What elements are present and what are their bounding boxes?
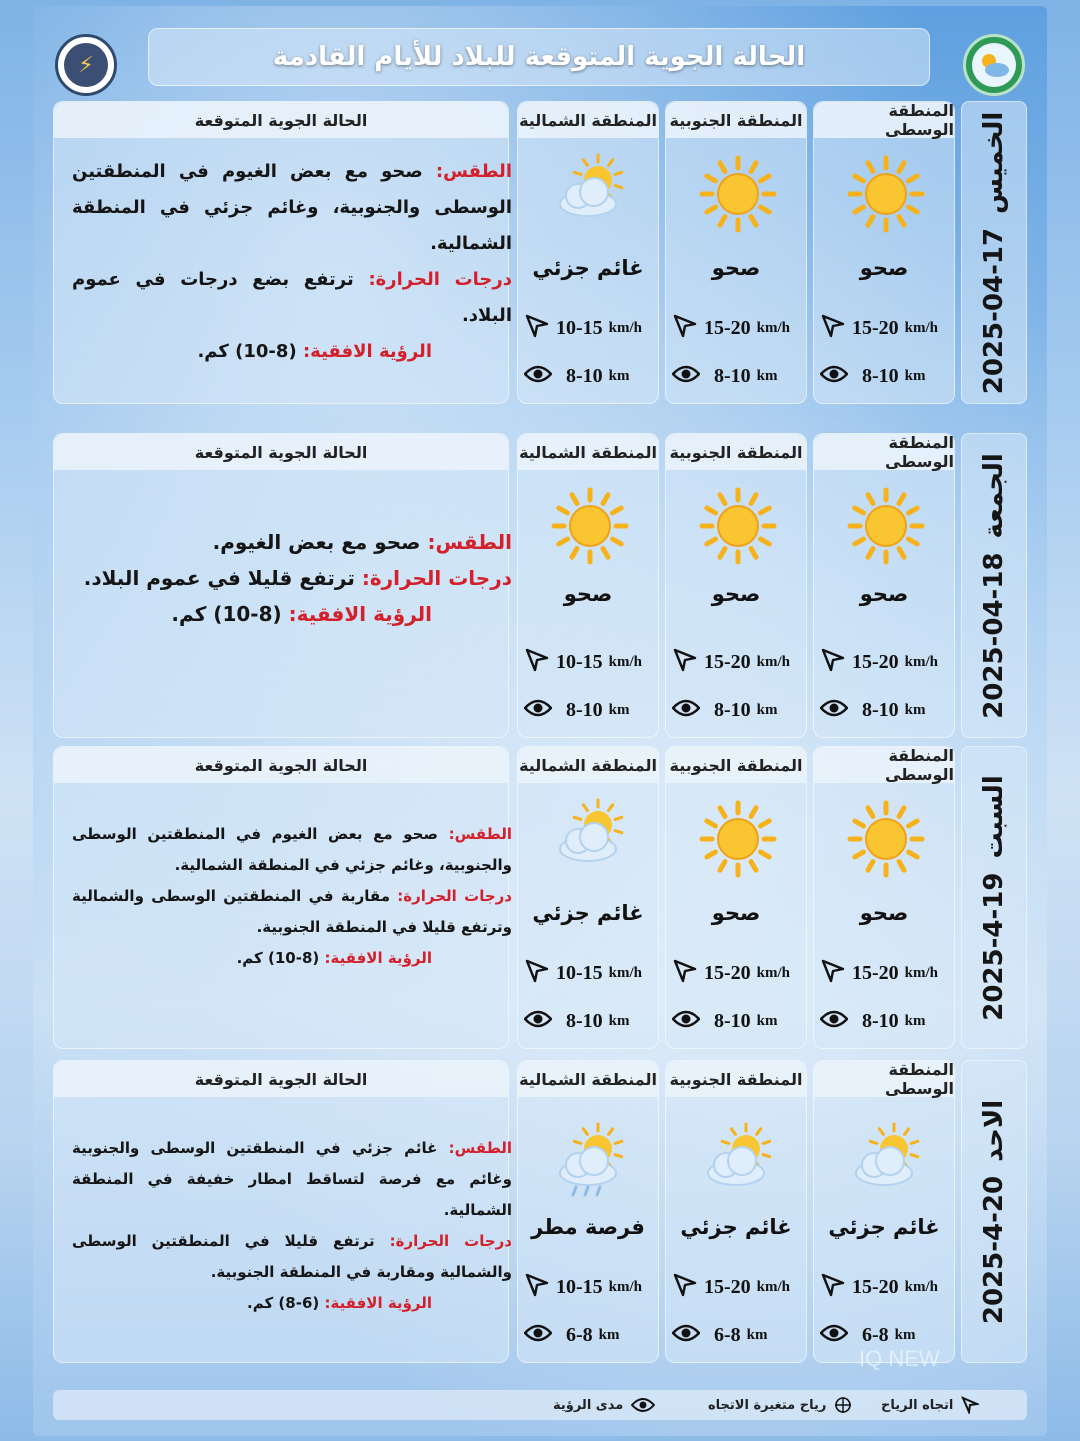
region-title: المنطقة الجنوبية (666, 434, 806, 470)
forecast-text (72, 1133, 512, 1319)
condition-label: صحو (711, 582, 761, 606)
wind-speed: 15-20 km/h (820, 647, 956, 678)
wind-direction-icon (524, 647, 550, 678)
condition-label: غائم جزئي (680, 1215, 792, 1239)
lightning-emblem-icon: ⚡ (64, 43, 108, 87)
wind-direction-icon (524, 958, 550, 989)
sun-icon (696, 797, 780, 881)
wind-direction-icon (820, 313, 846, 344)
visibility-line: الرؤية الافقية: (8-10) كم. (197, 341, 432, 362)
region-panel-northern (517, 101, 659, 404)
forecast-title: الحالة الجوية المتوقعة (54, 1061, 508, 1097)
forecast-text (72, 524, 512, 632)
eye-icon (524, 1324, 552, 1347)
visibility-range: 6-8 km (820, 1324, 956, 1347)
eye-icon (524, 1010, 552, 1033)
temperature-line: درجات الحرارة: ترتفع قليلا في المنطقتين الوسطى والشمالية ومقاربة في المنطقة الجنوبية. (72, 1232, 512, 1281)
sun-icon (844, 484, 928, 568)
region-panel-southern (665, 101, 807, 404)
page-title: الحالة الجوية المتوقعة للبلاد للأيام القادمة (272, 42, 806, 72)
region-title: المنطقة الوسطى (814, 102, 954, 138)
eye-icon (524, 365, 552, 388)
region-title: المنطقة الشمالية (518, 747, 658, 783)
region-panel-central (813, 101, 955, 404)
wind-direction-icon (820, 958, 846, 989)
region-title: المنطقة الشمالية (518, 102, 658, 138)
day-date (979, 775, 1009, 1021)
temperature-line: درجات الحرارة: مقاربة في المنطقتين الوسطى والشمالية وترتفع قليلا في المنطقة الجنوبية. (72, 887, 512, 936)
weather-authority-logo (55, 34, 117, 96)
region-panel-central (813, 746, 955, 1049)
visibility-line: الرؤية الافقية: (8-10) كم. (236, 949, 432, 967)
region-title: المنطقة الوسطى (814, 434, 954, 470)
day-label: الاحد (979, 1099, 1009, 1162)
region-title: المنطقة الجنوبية (666, 102, 806, 138)
wind-speed: 15-20 km/h (820, 958, 956, 989)
sun-icon (696, 152, 780, 236)
wind-speed: 10-15 km/h (524, 313, 660, 344)
partly-cloudy-icon (844, 1121, 928, 1205)
eye-icon (672, 1010, 700, 1033)
visibility-line: الرؤية الافقية: (6-8) كم. (247, 1294, 432, 1312)
weather-line: الطقس: صحو مع بعض الغيوم في المنطقتين الوسطى والجنوبية، وغائم جزئي في المنطقة الشمالية. (72, 825, 512, 874)
weather-line: الطقس: صحو مع بعض الغيوم. (212, 530, 512, 554)
forecast-panel (53, 433, 512, 738)
legend-wind-direction: اتجاه الرياح (881, 1396, 979, 1414)
meteorology-logo (963, 34, 1025, 96)
sun-icon (548, 484, 632, 568)
visibility-range: 8-10 km (820, 365, 956, 388)
region-panel-southern (665, 433, 807, 738)
region-title: المنطقة الشمالية (518, 434, 658, 470)
wind-speed: 10-15 km/h (524, 1272, 660, 1303)
partly-cloudy-icon (548, 797, 632, 881)
legend-variable-wind: رياح متغيرة الاتجاه (708, 1396, 852, 1414)
condition-label: غائم جزئي (532, 901, 644, 925)
condition-label: صحو (859, 256, 909, 280)
region-title: المنطقة الجنوبية (666, 1061, 806, 1097)
region-panel-northern (517, 746, 659, 1049)
watermark: IQ NEW (859, 1346, 940, 1371)
region-title: المنطقة الوسطى (814, 747, 954, 783)
date-column (961, 1060, 1027, 1363)
visibility-range: 8-10 km (672, 365, 808, 388)
eye-icon (672, 1324, 700, 1347)
wind-speed: 15-20 km/h (672, 1272, 808, 1303)
forecast-panel (53, 746, 512, 1049)
region-panel-central (813, 1060, 955, 1363)
variable-wind-icon (834, 1396, 852, 1414)
eye-icon (820, 699, 848, 722)
condition-label: فرصة مطر (531, 1215, 645, 1239)
bulletin-frame (33, 6, 1047, 1436)
visibility-range: 8-10 km (524, 365, 660, 388)
condition-label: صحو (711, 256, 761, 280)
wind-direction-icon (672, 313, 698, 344)
visibility-range: 8-10 km (524, 1010, 660, 1033)
sun-icon (696, 484, 780, 568)
title-bar (148, 28, 930, 86)
region-title: المنطقة الشمالية (518, 1061, 658, 1097)
sun-cloud-emblem-icon (972, 43, 1016, 87)
forecast-title: الحالة الجوية المتوقعة (54, 434, 508, 470)
region-panel-southern (665, 1060, 807, 1363)
temperature-line: درجات الحرارة: ترتفع قليلا في عموم البلاد. (83, 566, 512, 590)
region-title: المنطقة الوسطى (814, 1061, 954, 1097)
date-label: 2025-4-19 (979, 872, 1009, 1021)
wind-direction-icon (524, 1272, 550, 1303)
date-column (961, 746, 1027, 1049)
wind-speed: 15-20 km/h (672, 647, 808, 678)
wind-speed: 15-20 km/h (820, 313, 956, 344)
day-label: الجمعة (979, 452, 1009, 538)
forecast-text (72, 819, 512, 974)
wind-speed: 10-15 km/h (524, 958, 660, 989)
condition-label: صحو (859, 582, 909, 606)
partly-cloudy-icon (548, 152, 632, 236)
sun-icon (844, 797, 928, 881)
visibility-range: 8-10 km (820, 1010, 956, 1033)
region-panel-southern (665, 746, 807, 1049)
forecast-text (72, 154, 512, 370)
legend-visibility: مدى الرؤية (553, 1397, 655, 1413)
visibility-range: 6-8 km (524, 1324, 660, 1347)
wind-direction-icon (820, 1272, 846, 1303)
eye-icon (524, 699, 552, 722)
eye-icon (672, 699, 700, 722)
wind-direction-icon (961, 1396, 979, 1414)
wind-direction-icon (672, 958, 698, 989)
eye-icon (631, 1397, 655, 1413)
wind-direction-icon (672, 647, 698, 678)
legend-bar (53, 1390, 1027, 1420)
date-column (961, 101, 1027, 404)
partly-cloudy-icon (696, 1121, 780, 1205)
wind-speed: 10-15 km/h (524, 647, 660, 678)
date-label: 2025-04-17 (979, 227, 1009, 394)
wind-direction-icon (820, 647, 846, 678)
eye-icon (820, 1010, 848, 1033)
condition-label: غائم جزئي (532, 256, 644, 280)
eye-icon (672, 365, 700, 388)
day-date (979, 453, 1009, 719)
eye-icon (820, 1324, 848, 1347)
condition-label: صحو (859, 901, 909, 925)
forecast-panel (53, 101, 512, 404)
day-label: السبت (979, 774, 1009, 859)
visibility-range: 8-10 km (524, 699, 660, 722)
visibility-range: 8-10 km (672, 699, 808, 722)
condition-label: صحو (563, 582, 613, 606)
sun-icon (844, 152, 928, 236)
temperature-line: درجات الحرارة: ترتفع بضع درجات في عموم البلاد. (72, 269, 512, 326)
visibility-range: 6-8 km (672, 1324, 808, 1347)
region-title: المنطقة الجنوبية (666, 747, 806, 783)
region-panel-central (813, 433, 955, 738)
visibility-range: 8-10 km (820, 699, 956, 722)
day-date (979, 1099, 1009, 1323)
region-panel-northern (517, 433, 659, 738)
region-panel-northern (517, 1060, 659, 1363)
eye-icon (820, 365, 848, 388)
date-label: 2025-04-18 (979, 551, 1009, 719)
day-label: الخميس (979, 111, 1009, 214)
date-column (961, 433, 1027, 738)
condition-label: صحو (711, 901, 761, 925)
visibility-range: 8-10 km (672, 1010, 808, 1033)
wind-direction-icon (524, 313, 550, 344)
forecast-title: الحالة الجوية المتوقعة (54, 102, 508, 138)
date-label: 2025-4-20 (979, 1175, 1009, 1324)
weather-line: الطقس: صحو مع بعض الغيوم في المنطقتين الوسطى والجنوبية، وغائم جزئي في المنطقة الشمالية. (72, 161, 512, 254)
forecast-title: الحالة الجوية المتوقعة (54, 747, 508, 783)
day-date (979, 111, 1009, 394)
wind-speed: 15-20 km/h (672, 313, 808, 344)
visibility-line: الرؤية الافقية: (8-10) كم. (171, 602, 432, 626)
condition-label: غائم جزئي (828, 1215, 940, 1239)
wind-speed: 15-20 km/h (820, 1272, 956, 1303)
wind-direction-icon (672, 1272, 698, 1303)
weather-line: الطقس: غائم جزئي في المنطقتين الوسطى والجنوبية وغائم مع فرصة لتساقط امطار خفيفة في المنطقة الشمالية. (72, 1139, 512, 1219)
forecast-panel (53, 1060, 512, 1363)
rain-cloud-icon (548, 1121, 632, 1205)
wind-speed: 15-20 km/h (672, 958, 808, 989)
